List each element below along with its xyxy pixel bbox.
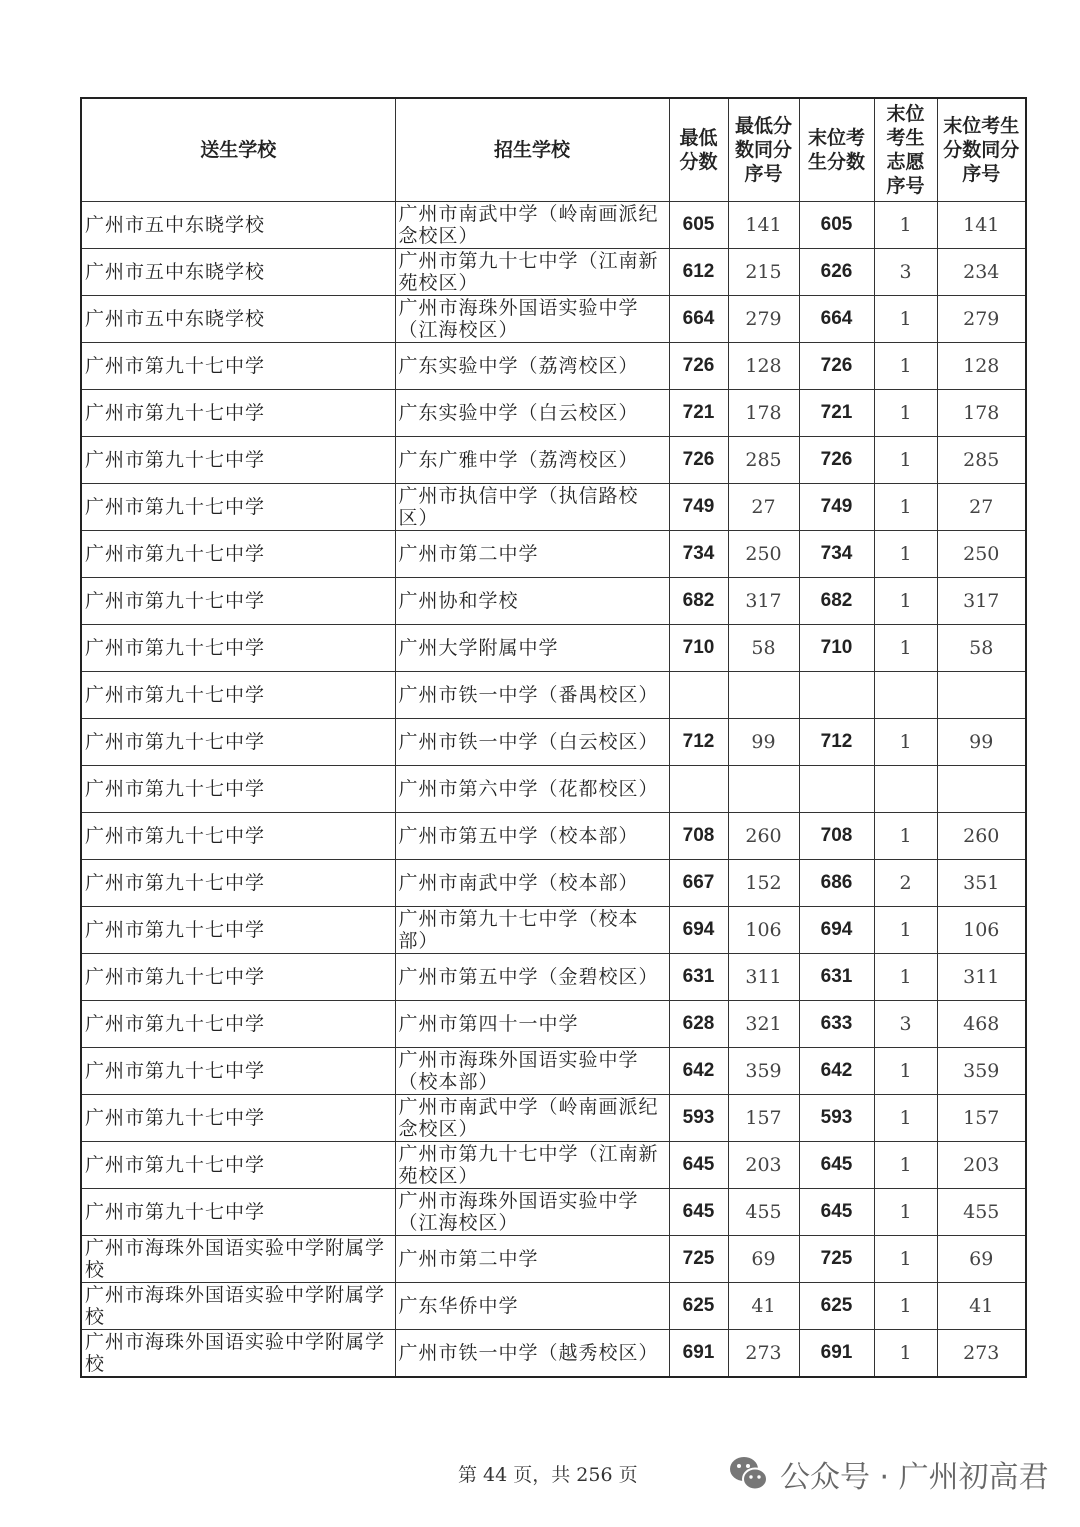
cell-min-score-rank: 250 [728,531,799,578]
cell-last-score-rank: 285 [937,437,1026,484]
cell-last-score-rank: 279 [937,296,1026,343]
cell-last-score: 642 [799,1048,874,1095]
cell-min-score-rank: 215 [728,249,799,296]
cell-last-score: 749 [799,484,874,531]
cell-min-score-rank: 279 [728,296,799,343]
cell-min-score: 631 [669,954,728,1001]
cell-sending-school: 广州市海珠外国语实验中学附属学校 [81,1330,395,1378]
cell-last-score-rank: 41 [937,1283,1026,1330]
cell-last-choice: 1 [874,1330,937,1378]
cell-last-score: 645 [799,1189,874,1236]
cell-sending-school: 广州市第九十七中学 [81,1095,395,1142]
cell-sending-school: 广州市第九十七中学 [81,578,395,625]
cell-last-choice: 1 [874,531,937,578]
cell-min-score: 612 [669,249,728,296]
wechat-icon [728,1454,770,1494]
page-number: 第 44 页，共 256 页 [458,1464,638,1486]
cell-min-score: 726 [669,343,728,390]
cell-last-choice [874,766,937,813]
cell-admitting-school: 广州市第九十七中学（江南新苑校区） [395,1142,669,1189]
cell-last-choice: 1 [874,907,937,954]
cell-last-score-rank: 273 [937,1330,1026,1378]
table-row [81,202,1026,249]
table-row [81,437,1026,484]
cell-last-choice: 1 [874,954,937,1001]
cell-last-choice: 1 [874,296,937,343]
table-row [81,1189,1026,1236]
cell-min-score-rank: 178 [728,390,799,437]
cell-min-score: 721 [669,390,728,437]
table-row [81,484,1026,531]
cell-last-score: 626 [799,249,874,296]
table-row [81,766,1026,813]
cell-min-score-rank: 455 [728,1189,799,1236]
watermark-text: 公众号 · 广州初高君 [780,1460,1049,1495]
cell-min-score [669,672,728,719]
cell-last-choice: 1 [874,484,937,531]
cell-sending-school: 广州市第九十七中学 [81,343,395,390]
cell-admitting-school: 广州市南武中学（岭南画派纪念校区） [395,1095,669,1142]
cell-last-score-rank: 468 [937,1001,1026,1048]
cell-last-choice: 3 [874,249,937,296]
cell-last-score [799,672,874,719]
cell-min-score: 749 [669,484,728,531]
cell-last-score-rank: 234 [937,249,1026,296]
cell-last-choice: 1 [874,1095,937,1142]
cell-admitting-school: 广州市海珠外国语实验中学（江海校区） [395,1189,669,1236]
cell-admitting-school: 广州市海珠外国语实验中学（校本部） [395,1048,669,1095]
cell-admitting-school: 广东广雅中学（荔湾校区） [395,437,669,484]
table-row [81,1283,1026,1330]
table-row [81,954,1026,1001]
cell-sending-school: 广州市五中东晓学校 [81,202,395,249]
cell-min-score-rank: 311 [728,954,799,1001]
table-row [81,531,1026,578]
cell-min-score: 642 [669,1048,728,1095]
cell-min-score-rank: 27 [728,484,799,531]
cell-admitting-school: 广州市第二中学 [395,1236,669,1283]
cell-min-score: 605 [669,202,728,249]
cell-sending-school: 广州市第九十七中学 [81,813,395,860]
cell-last-score: 682 [799,578,874,625]
cell-last-score-rank: 311 [937,954,1026,1001]
cell-min-score: 734 [669,531,728,578]
cell-admitting-school: 广州市南武中学（岭南画派纪念校区） [395,202,669,249]
table-row [81,672,1026,719]
cell-min-score: 645 [669,1142,728,1189]
cell-last-score: 734 [799,531,874,578]
cell-sending-school: 广州市第九十七中学 [81,672,395,719]
cell-sending-school: 广州市第九十七中学 [81,860,395,907]
cell-last-score: 726 [799,437,874,484]
header-last-choice: 末位考生志愿序号 [874,98,937,202]
cell-admitting-school: 广东实验中学（白云校区） [395,390,669,437]
cell-last-score-rank: 128 [937,343,1026,390]
table-row [81,343,1026,390]
cell-min-score-rank: 317 [728,578,799,625]
table-row [81,390,1026,437]
cell-last-score: 631 [799,954,874,1001]
cell-admitting-school: 广州市第五中学（金碧校区） [395,954,669,1001]
table-row [81,1236,1026,1283]
cell-admitting-school: 广州市第二中学 [395,531,669,578]
cell-admitting-school: 广州市第六中学（花都校区） [395,766,669,813]
cell-min-score: 682 [669,578,728,625]
cell-last-choice [874,672,937,719]
cell-last-score: 645 [799,1142,874,1189]
cell-sending-school: 广州市海珠外国语实验中学附属学校 [81,1283,395,1330]
cell-sending-school: 广州市海珠外国语实验中学附属学校 [81,1236,395,1283]
table-row [81,1142,1026,1189]
cell-min-score-rank [728,766,799,813]
cell-last-score-rank: 317 [937,578,1026,625]
cell-admitting-school: 广州市第九十七中学（江南新苑校区） [395,249,669,296]
cell-last-score-rank [937,672,1026,719]
cell-last-choice: 3 [874,1001,937,1048]
table-row [81,1330,1026,1378]
cell-last-score-rank: 58 [937,625,1026,672]
cell-admitting-school: 广州市南武中学（校本部） [395,860,669,907]
cell-admitting-school: 广州市第五中学（校本部） [395,813,669,860]
cell-admitting-school: 广州市铁一中学（越秀校区） [395,1330,669,1378]
cell-sending-school: 广州市第九十七中学 [81,907,395,954]
cell-admitting-school: 广州大学附属中学 [395,625,669,672]
cell-last-choice: 1 [874,625,937,672]
cell-last-score: 712 [799,719,874,766]
cell-sending-school: 广州市五中东晓学校 [81,296,395,343]
cell-last-score: 686 [799,860,874,907]
table-row [81,1048,1026,1095]
cell-min-score-rank: 106 [728,907,799,954]
table-row [81,813,1026,860]
cell-sending-school: 广州市第九十七中学 [81,766,395,813]
cell-last-choice: 1 [874,1236,937,1283]
cell-last-score: 725 [799,1236,874,1283]
cell-min-score-rank: 260 [728,813,799,860]
cell-sending-school: 广州市第九十七中学 [81,1189,395,1236]
cell-sending-school: 广州市第九十七中学 [81,390,395,437]
table-row [81,1001,1026,1048]
cell-min-score-rank: 203 [728,1142,799,1189]
header-row [81,98,1026,202]
cell-last-choice: 1 [874,390,937,437]
cell-last-score-rank: 99 [937,719,1026,766]
table-row [81,1095,1026,1142]
cell-admitting-school: 广州市海珠外国语实验中学（江海校区） [395,296,669,343]
cell-last-score: 593 [799,1095,874,1142]
table-row [81,296,1026,343]
cell-last-choice: 1 [874,202,937,249]
cell-min-score-rank: 273 [728,1330,799,1378]
cell-min-score: 645 [669,1189,728,1236]
cell-sending-school: 广州市第九十七中学 [81,954,395,1001]
cell-last-score: 710 [799,625,874,672]
cell-min-score-rank: 157 [728,1095,799,1142]
cell-min-score: 664 [669,296,728,343]
cell-sending-school: 广州市五中东晓学校 [81,249,395,296]
cell-last-score: 633 [799,1001,874,1048]
cell-last-score-rank: 455 [937,1189,1026,1236]
cell-sending-school: 广州市第九十七中学 [81,484,395,531]
admission-table [80,97,1027,1378]
cell-min-score-rank: 128 [728,343,799,390]
cell-min-score: 726 [669,437,728,484]
cell-last-score-rank: 203 [937,1142,1026,1189]
cell-last-choice: 1 [874,719,937,766]
cell-last-score: 625 [799,1283,874,1330]
cell-last-score-rank: 351 [937,860,1026,907]
cell-min-score: 667 [669,860,728,907]
cell-last-choice: 1 [874,1048,937,1095]
cell-last-score-rank: 250 [937,531,1026,578]
cell-last-score-rank: 69 [937,1236,1026,1283]
cell-admitting-school: 广州市铁一中学（白云校区） [395,719,669,766]
header-sending-school: 送生学校 [81,98,395,202]
cell-last-score: 726 [799,343,874,390]
cell-last-score: 605 [799,202,874,249]
cell-sending-school: 广州市第九十七中学 [81,1001,395,1048]
cell-last-choice: 1 [874,1142,937,1189]
cell-last-score-rank: 359 [937,1048,1026,1095]
cell-last-score-rank: 141 [937,202,1026,249]
cell-min-score-rank: 99 [728,719,799,766]
cell-last-choice: 1 [874,343,937,390]
cell-min-score-rank: 285 [728,437,799,484]
cell-last-choice: 1 [874,437,937,484]
cell-admitting-school: 广州市第九十七中学（校本部） [395,907,669,954]
cell-sending-school: 广州市第九十七中学 [81,1142,395,1189]
cell-min-score: 691 [669,1330,728,1378]
cell-min-score-rank: 359 [728,1048,799,1095]
cell-last-score: 721 [799,390,874,437]
cell-min-score: 625 [669,1283,728,1330]
header-min-score: 最低分数 [669,98,728,202]
cell-min-score-rank: 58 [728,625,799,672]
cell-last-score: 694 [799,907,874,954]
cell-admitting-school: 广州市执信中学（执信路校区） [395,484,669,531]
cell-admitting-school: 广州市铁一中学（番禺校区） [395,672,669,719]
header-admitting-school: 招生学校 [395,98,669,202]
cell-sending-school: 广州市第九十七中学 [81,719,395,766]
cell-min-score-rank: 152 [728,860,799,907]
cell-min-score-rank: 41 [728,1283,799,1330]
cell-min-score-rank: 321 [728,1001,799,1048]
cell-last-score-rank: 27 [937,484,1026,531]
cell-min-score: 694 [669,907,728,954]
table-row [81,625,1026,672]
cell-last-choice: 1 [874,1283,937,1330]
cell-min-score: 710 [669,625,728,672]
table-row [81,860,1026,907]
table-row [81,249,1026,296]
table-row [81,719,1026,766]
cell-last-score-rank: 178 [937,390,1026,437]
header-min-score-rank: 最低分数同分序号 [728,98,799,202]
cell-min-score: 593 [669,1095,728,1142]
header-last-score: 末位考生分数 [799,98,874,202]
cell-last-score: 708 [799,813,874,860]
cell-last-score-rank: 106 [937,907,1026,954]
table-row [81,578,1026,625]
cell-last-score: 691 [799,1330,874,1378]
cell-admitting-school: 广东华侨中学 [395,1283,669,1330]
cell-min-score-rank: 69 [728,1236,799,1283]
cell-last-score [799,766,874,813]
cell-min-score: 712 [669,719,728,766]
cell-last-choice: 1 [874,813,937,860]
header-last-score-rank: 末位考生分数同分序号 [937,98,1026,202]
cell-sending-school: 广州市第九十七中学 [81,531,395,578]
cell-last-score-rank: 157 [937,1095,1026,1142]
cell-admitting-school: 广州协和学校 [395,578,669,625]
cell-admitting-school: 广东实验中学（荔湾校区） [395,343,669,390]
cell-sending-school: 广州市第九十七中学 [81,1048,395,1095]
cell-admitting-school: 广州市第四十一中学 [395,1001,669,1048]
cell-last-choice: 2 [874,860,937,907]
cell-min-score [669,766,728,813]
cell-last-choice: 1 [874,1189,937,1236]
cell-min-score: 628 [669,1001,728,1048]
cell-last-choice: 1 [874,578,937,625]
cell-min-score-rank [728,672,799,719]
cell-sending-school: 广州市第九十七中学 [81,437,395,484]
cell-last-score: 664 [799,296,874,343]
table-row [81,907,1026,954]
cell-last-score-rank [937,766,1026,813]
cell-sending-school: 广州市第九十七中学 [81,625,395,672]
cell-min-score: 725 [669,1236,728,1283]
cell-last-score-rank: 260 [937,813,1026,860]
cell-min-score: 708 [669,813,728,860]
watermark [728,1452,1049,1496]
cell-min-score-rank: 141 [728,202,799,249]
